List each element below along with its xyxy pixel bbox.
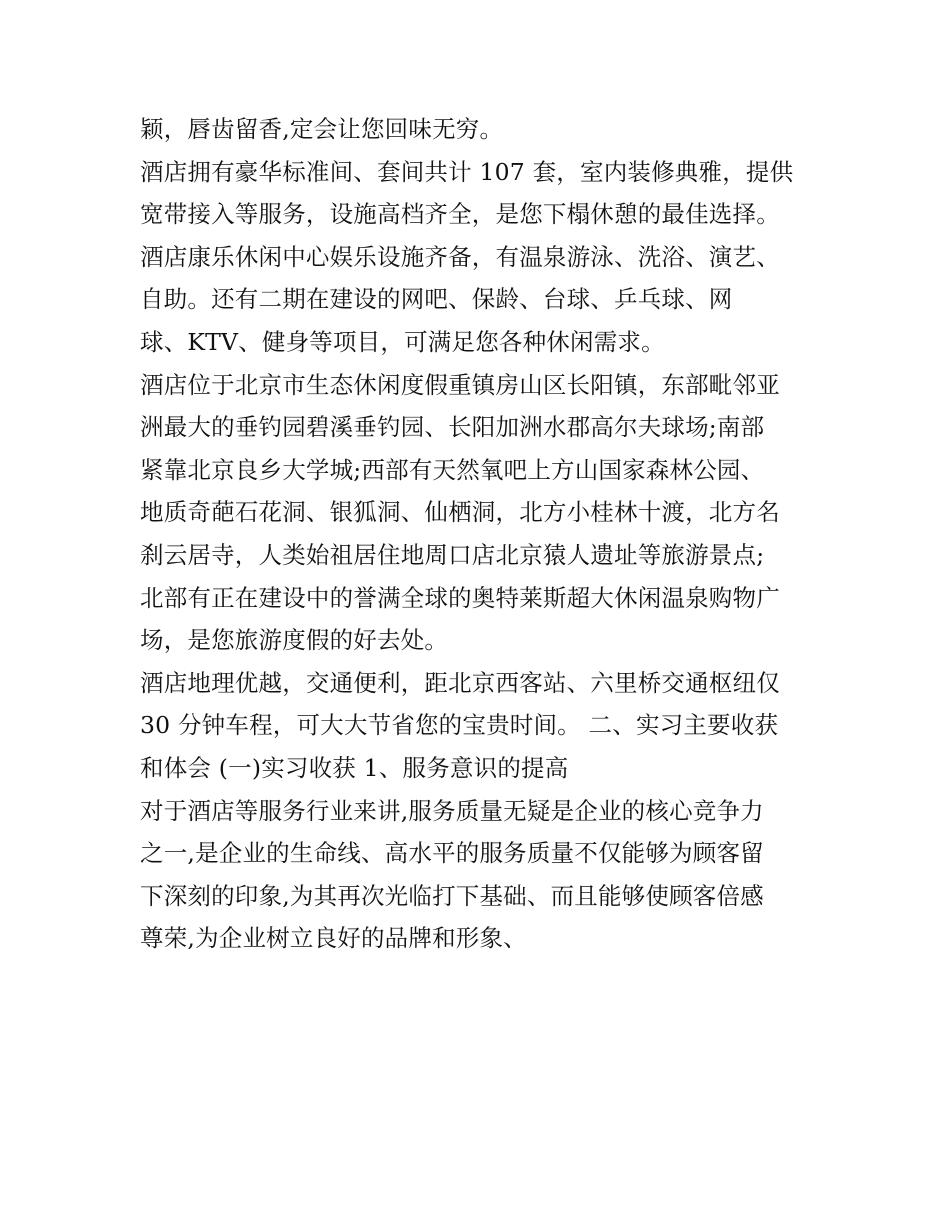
text-line: 紧靠北京良乡大学城;西部有天然氧吧上方山国家森林公园、 [140, 455, 765, 484]
text-line: 刹云居寺，人类始祖居住地周口店北京猿人遗址等旅游景点; [140, 540, 765, 569]
text-line: 对于酒店等服务行业来讲,服务质量无疑是企业的核心竞争力 [140, 796, 764, 825]
text-line: 酒店康乐休闲中心娱乐设施齐备，有温泉游泳、洗浴、演艺、 [140, 242, 780, 271]
body-text [140, 108, 820, 960]
text-line: 酒店地理优越，交通便利，距北京西客站、六里桥交通枢纽仅 [140, 668, 780, 697]
text-line: 球、KTV、健身等项目，可满足您各种休闲需求。 [140, 327, 665, 356]
text-line: 自助。还有二期在建设的网吧、保龄、台球、乒乓球、网 [140, 285, 733, 314]
text-line: 之一,是企业的生命线、高水平的服务质量不仅能够为顾客留 [140, 839, 764, 868]
text-line: 宽带接入等服务，设施高档齐全，是您下榻休憩的最佳选择。 [140, 200, 780, 229]
text-line: 颖，唇齿留香,定会让您回味无穷。 [140, 115, 504, 143]
text-line: 尊荣,为企业树立良好的品牌和形象、 [140, 924, 527, 953]
text-line: 场，是您旅游度假的好去处。 [140, 626, 449, 655]
text-line: 洲最大的垂钓园碧溪垂钓园、长阳加洲水郡高尔夫球场;南部 [140, 413, 765, 442]
text-line: 酒店拥有豪华标准间、套间共计 107 套，室内装修典雅，提供 [140, 157, 794, 186]
text-line: 30 分钟车程，可大大节省您的宝贵时间。 二、实习主要收获 [140, 711, 779, 740]
text-line: 和体会 (一)实习收获 1、服务意识的提高 [140, 753, 569, 782]
text-line: 酒店位于北京市生态休闲度假重镇房山区长阳镇，东部毗邻亚 [140, 370, 780, 399]
text-line: 北部有正在建设中的誉满全球的奥特莱斯超大休闲温泉购物广 [140, 583, 780, 612]
text-line: 下深刻的印象,为其再次光临打下基础、而且能够使顾客倍感 [140, 881, 764, 910]
text-line: 地质奇葩石花洞、银狐洞、仙栖洞，北方小桂林十渡，北方名 [140, 498, 780, 527]
